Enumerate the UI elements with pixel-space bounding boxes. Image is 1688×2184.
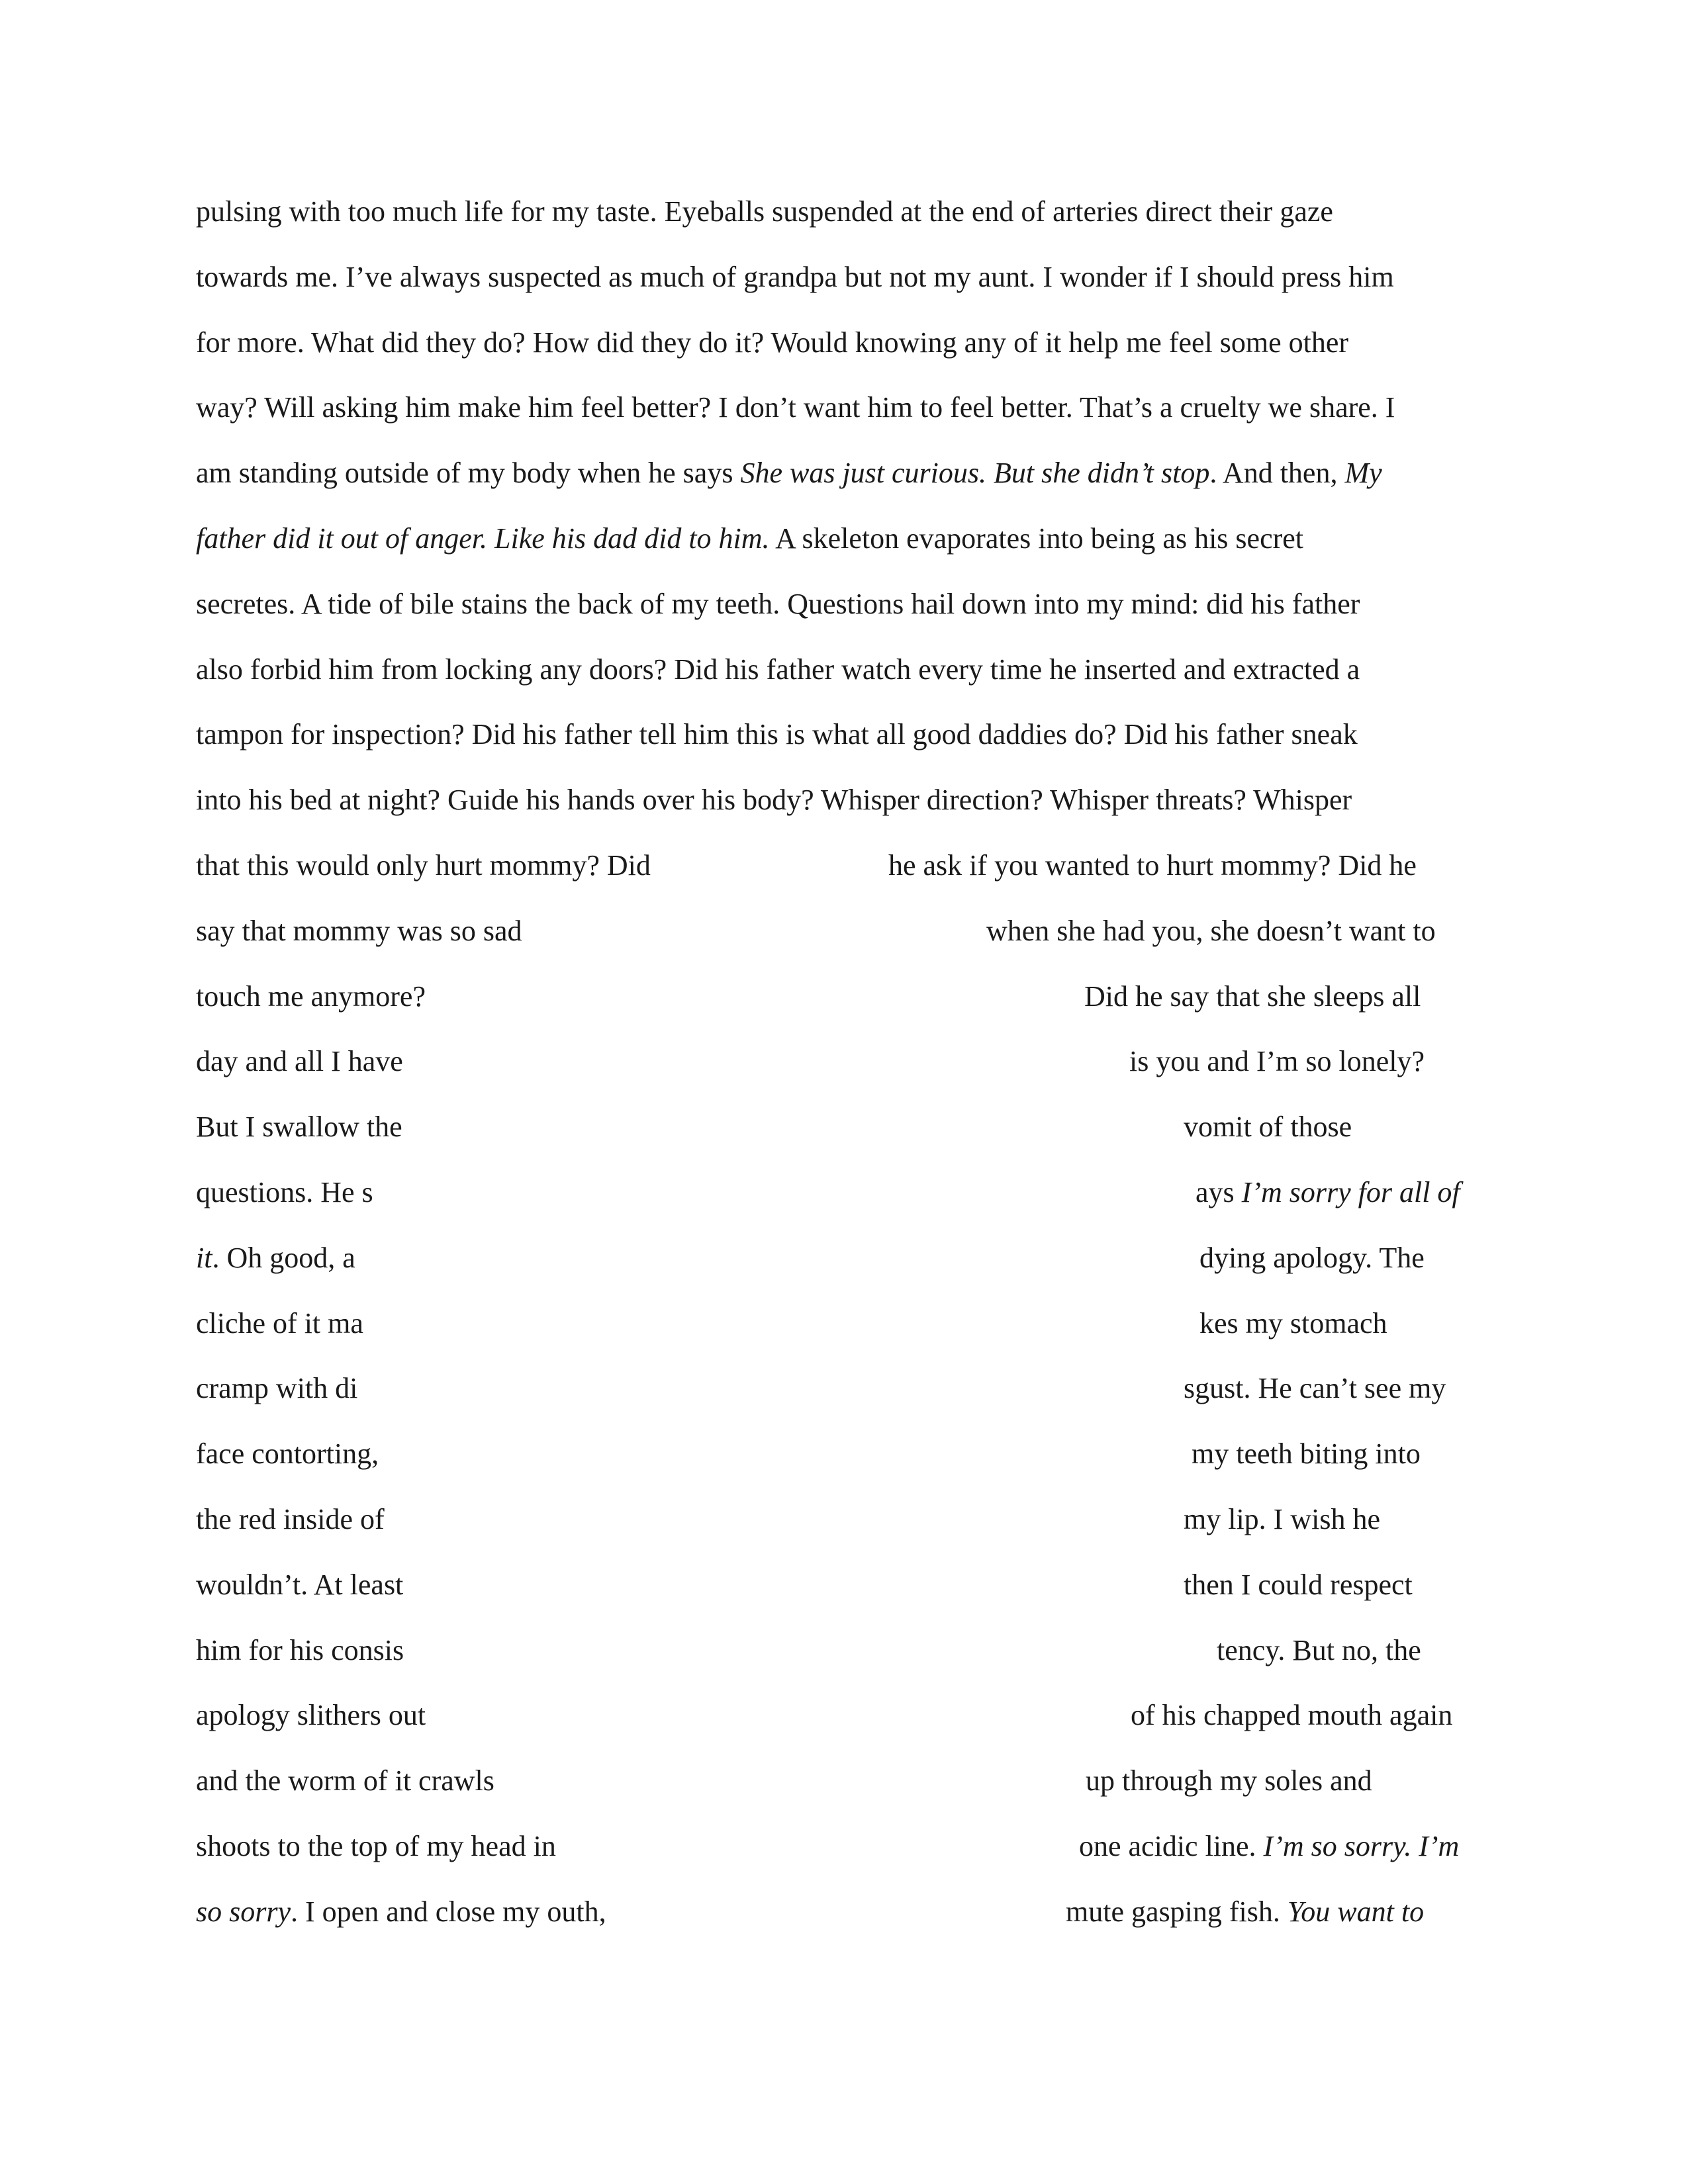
text-run: vomit of those bbox=[1184, 1111, 1352, 1144]
italic-text-run: father did it out of anger. Like his dad did to him. bbox=[196, 522, 770, 555]
text-line-right-fragment bbox=[1199, 1304, 1387, 1343]
text-run: also forbid him from locking any doors? Did his father watch every time he inserted and extracted a bbox=[196, 653, 1360, 686]
text-line-left-fragment bbox=[196, 1107, 402, 1147]
text-line-right-fragment bbox=[888, 846, 1417, 886]
italic-text-run: I’m so sorry. I’m bbox=[1263, 1830, 1460, 1862]
text-run: that this would only hurt mommy? Did bbox=[196, 849, 651, 882]
text-line-right-fragment bbox=[1131, 1696, 1452, 1735]
text-line-right-fragment bbox=[1066, 1892, 1424, 1932]
text-line bbox=[196, 192, 1492, 232]
text-run: my lip. I wish he bbox=[1184, 1503, 1380, 1535]
text-run: dying apology. The bbox=[1199, 1241, 1425, 1274]
text-run: one acidic line. bbox=[1079, 1830, 1264, 1862]
text-line-right-fragment bbox=[1199, 1238, 1425, 1278]
italic-text-run: You want to bbox=[1287, 1895, 1425, 1928]
text-line-left-fragment bbox=[196, 1173, 373, 1212]
text-line-left-fragment bbox=[196, 1434, 379, 1474]
text-run: is you and I’m so lonely? bbox=[1129, 1045, 1425, 1078]
text-line-right-fragment bbox=[1184, 1369, 1446, 1408]
text-line bbox=[196, 584, 1492, 624]
text-run: for more. What did they do? How did they do it? Would knowing any of it help me feel some other bbox=[196, 326, 1349, 359]
text-line-right-fragment bbox=[1084, 977, 1421, 1017]
text-run: he ask if you wanted to hurt mommy? Did he bbox=[888, 849, 1417, 882]
text-line-right-fragment bbox=[986, 911, 1436, 951]
text-run: tampon for inspection? Did his father tell him this is what all good daddies do? Did his father sneak bbox=[196, 718, 1358, 751]
text-run: touch me anymore? bbox=[196, 979, 426, 1013]
text-run: tency. But no, the bbox=[1217, 1633, 1421, 1666]
text-line-left-fragment bbox=[196, 846, 651, 886]
text-run: day and all I have bbox=[196, 1045, 403, 1078]
text-run: and the worm of it crawls bbox=[196, 1764, 494, 1797]
text-run: mute gasping fish. bbox=[1066, 1895, 1288, 1928]
text-line-left-fragment bbox=[196, 1892, 606, 1932]
text-run: ays bbox=[1196, 1176, 1242, 1208]
text-run: into his bed at night? Guide his hands over his body? Whisper direction? Whisper threats? Whisper bbox=[196, 784, 1352, 817]
text-line-left-fragment bbox=[196, 1500, 385, 1539]
text-run: when she had you, she doesn’t want to bbox=[986, 914, 1436, 947]
italic-text-run: it bbox=[196, 1241, 212, 1274]
text-run: face contorting, bbox=[196, 1437, 379, 1471]
text-run: secretes. A tide of bile stains the back of my teeth. Questions hail down into my mind: did his father bbox=[196, 587, 1360, 620]
text-line bbox=[196, 715, 1492, 754]
text-line-right-fragment bbox=[1217, 1631, 1421, 1670]
text-run: questions. He s bbox=[196, 1176, 373, 1208]
text-run: the red inside of bbox=[196, 1503, 385, 1535]
text-run: apology slithers out bbox=[196, 1699, 426, 1732]
text-line-right-fragment bbox=[1184, 1565, 1413, 1605]
text-line bbox=[196, 453, 1492, 493]
text-run: A skeleton evaporates into being as his secret bbox=[769, 522, 1304, 555]
text-line-left-fragment bbox=[196, 1304, 363, 1343]
text-line-left-fragment bbox=[196, 1761, 494, 1801]
text-run: then I could respect bbox=[1184, 1568, 1413, 1601]
text-line bbox=[196, 388, 1492, 428]
text-run: wouldn’t. At least bbox=[196, 1568, 404, 1601]
text-line-left-fragment bbox=[196, 1827, 556, 1866]
text-run: towards me. I’ve always suspected as much of grandpa but not my aunt. I wonder if I should press him bbox=[196, 260, 1394, 293]
text-line-left-fragment bbox=[196, 1631, 404, 1670]
text-run: kes my stomach bbox=[1199, 1306, 1387, 1340]
text-run: way? Will asking him make him feel better? I don’t want him to feel better. That’s a cruelty we share. I bbox=[196, 391, 1395, 424]
text-line-right-fragment bbox=[1196, 1173, 1460, 1212]
text-run: shoots to the top of my head in bbox=[196, 1830, 556, 1862]
text-run: cliche of it ma bbox=[196, 1306, 363, 1340]
text-line bbox=[196, 323, 1492, 363]
text-line-left-fragment bbox=[196, 1565, 403, 1605]
text-run: sgust. He can’t see my bbox=[1184, 1372, 1446, 1405]
text-line-right-fragment bbox=[1079, 1827, 1459, 1866]
text-line-right-fragment bbox=[1129, 1042, 1425, 1081]
text-run: cramp with di bbox=[196, 1372, 358, 1405]
text-line-left-fragment bbox=[196, 1369, 357, 1408]
text-line-left-fragment bbox=[196, 1238, 355, 1278]
italic-text-run: I’m sorry for all of bbox=[1241, 1176, 1460, 1208]
text-run: . And then, bbox=[1209, 457, 1345, 490]
text-run: . Oh good, a bbox=[212, 1241, 355, 1274]
italic-text-run: so sorry bbox=[196, 1895, 291, 1928]
text-line bbox=[196, 257, 1492, 297]
text-line-left-fragment bbox=[196, 1696, 426, 1735]
text-run: Did he say that she sleeps all bbox=[1084, 979, 1421, 1013]
text-run: pulsing with too much life for my taste. Eyeballs suspended at the end of arteries direct their gaze bbox=[196, 195, 1333, 228]
text-run: my teeth biting into bbox=[1192, 1437, 1421, 1471]
text-run: say that mommy was so sad bbox=[196, 914, 522, 947]
text-line-right-fragment bbox=[1184, 1107, 1352, 1147]
text-run: of his chapped mouth again bbox=[1131, 1699, 1453, 1732]
text-line bbox=[196, 780, 1492, 820]
text-line-right-fragment bbox=[1184, 1500, 1380, 1539]
text-run: am standing outside of my body when he says bbox=[196, 457, 741, 490]
text-run: up through my soles and bbox=[1086, 1764, 1372, 1797]
italic-text-run: She was just curious. But she didn’t stop bbox=[740, 457, 1210, 490]
text-line-left-fragment bbox=[196, 1042, 403, 1081]
text-line bbox=[196, 519, 1492, 559]
italic-text-run: My bbox=[1344, 457, 1382, 490]
text-run: . I open and close my outh, bbox=[291, 1895, 606, 1928]
text-line-left-fragment bbox=[196, 911, 522, 951]
text-run: him for his consis bbox=[196, 1633, 404, 1666]
text-line-right-fragment bbox=[1192, 1434, 1421, 1474]
text-line bbox=[196, 650, 1492, 690]
text-line-left-fragment bbox=[196, 977, 426, 1017]
text-run: But I swallow the bbox=[196, 1111, 402, 1144]
text-line-right-fragment bbox=[1086, 1761, 1372, 1801]
